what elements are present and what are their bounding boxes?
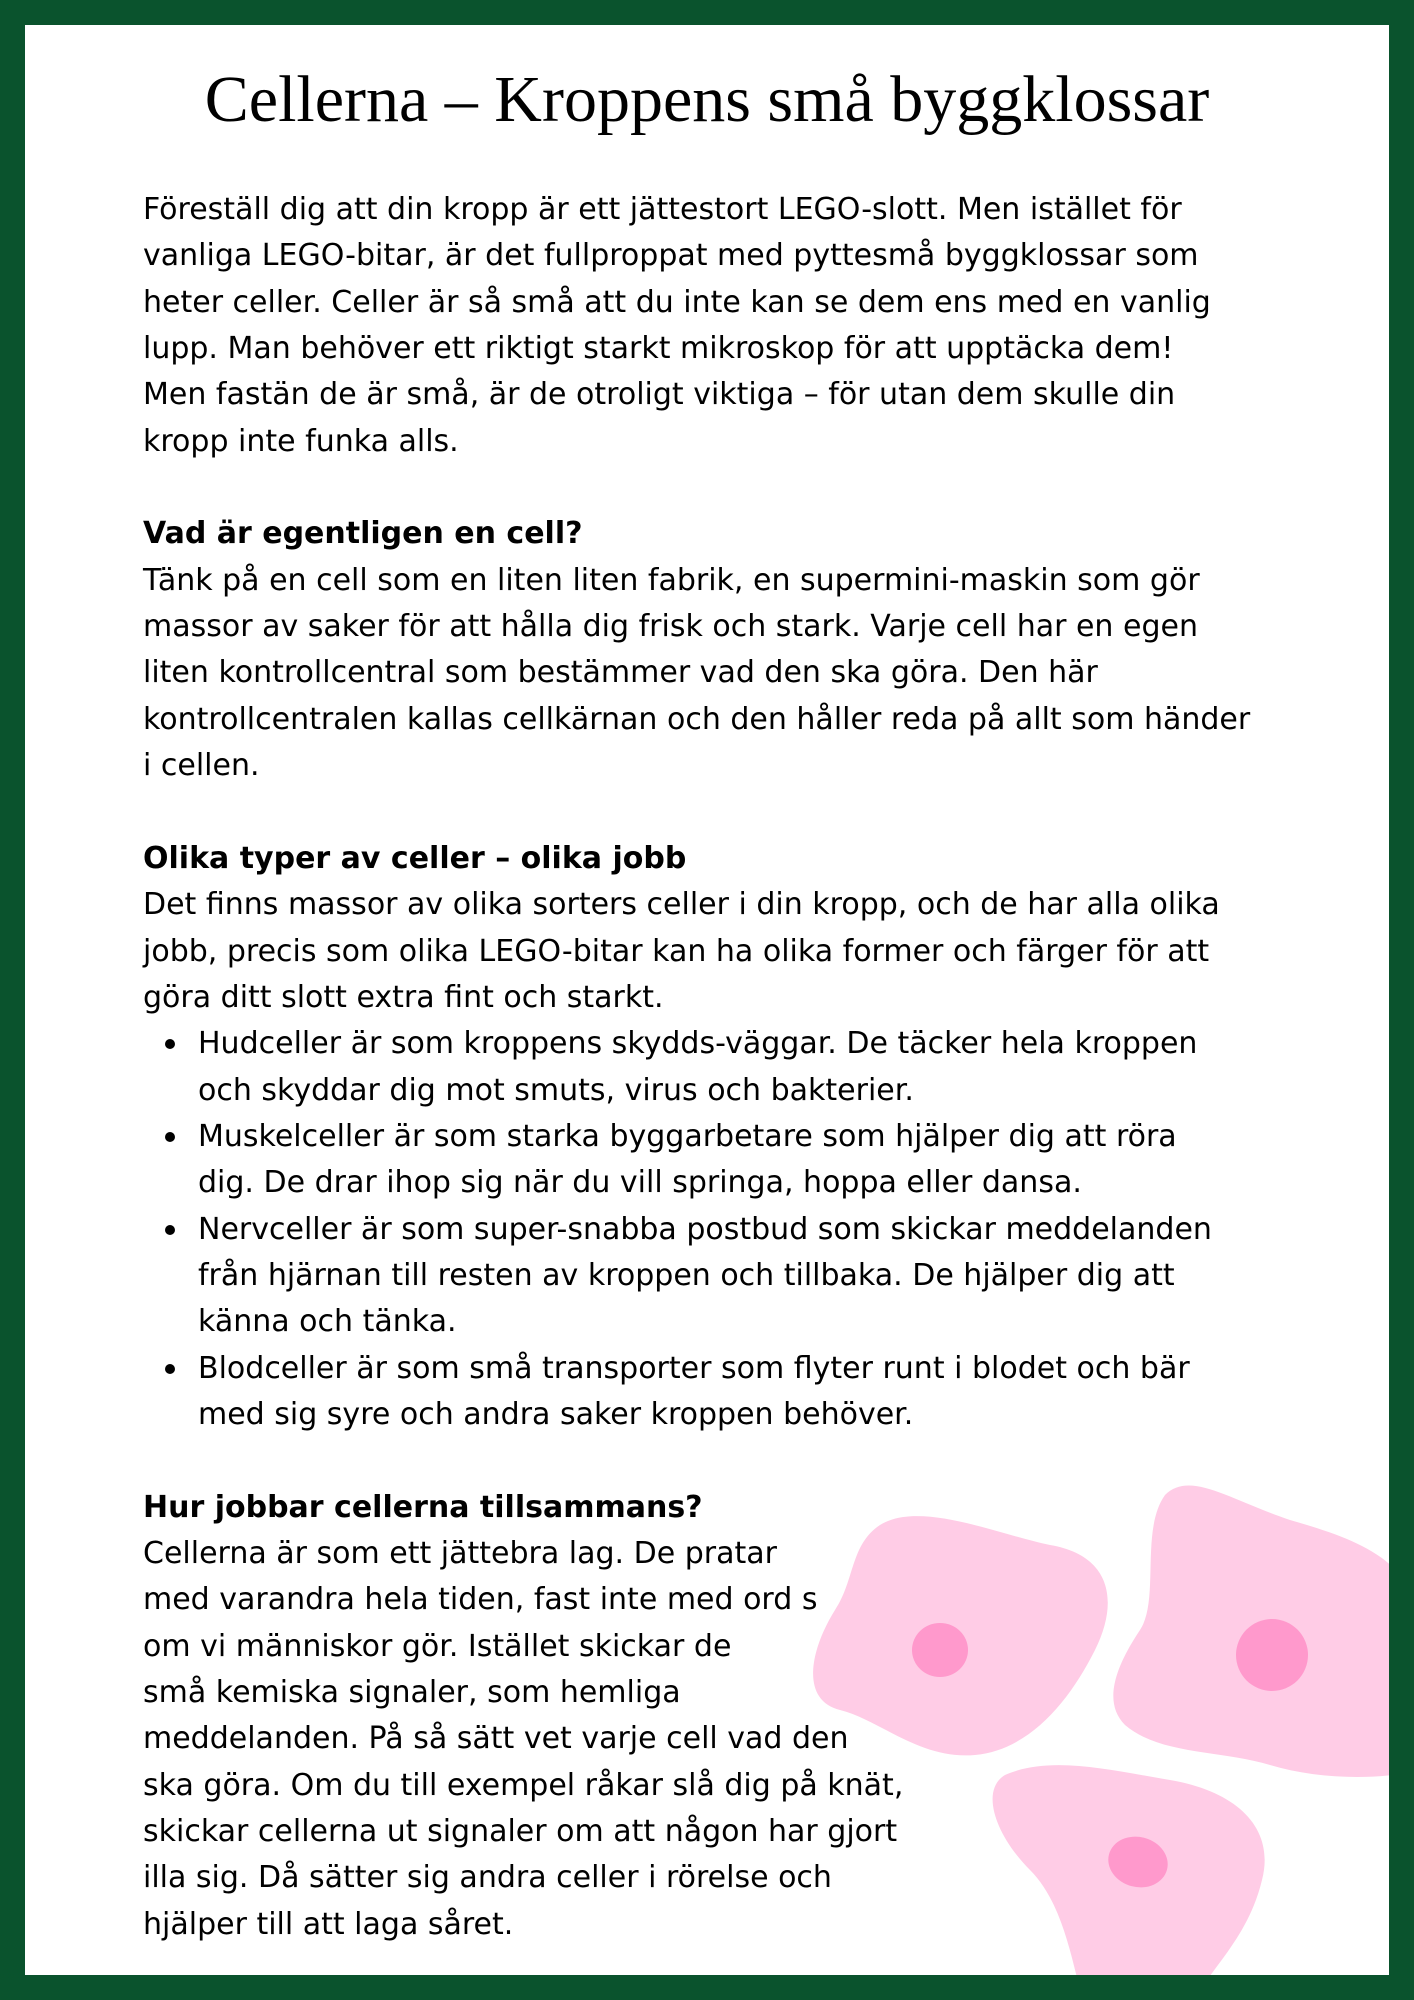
document-body	[143, 187, 1343, 1948]
text-line: lupp. Man behöver ett riktigt starkt mikroskop för att upptäcka dem!	[143, 331, 1174, 367]
bullet-icon	[165, 1364, 175, 1374]
section-heading: Vad är egentligen en cell?	[143, 516, 583, 552]
text-line: Cellerna är som ett jättebra lag. De pratar	[143, 1535, 777, 1571]
text-line: små kemiska signaler, som hemliga	[143, 1675, 681, 1710]
text-line: Blodceller är som små transporter som flyter runt i blodet och bär	[198, 1350, 1190, 1386]
text-line: om vi människor gör. Istället skickar de	[143, 1628, 732, 1664]
section-what-is-a-cell	[143, 511, 1343, 789]
bullet-icon	[165, 1225, 175, 1235]
text-line: skickar cellerna ut signaler om att någon har gjort	[143, 1814, 898, 1850]
section-heading: Olika typer av celler – olika jobb	[143, 840, 687, 876]
bullet-list	[143, 1021, 1343, 1438]
text-line: Muskelceller är som starka byggarbetare som hjälper dig att röra	[198, 1118, 1177, 1154]
text-line: och skyddar dig mot smuts, virus och bakterier.	[198, 1072, 914, 1108]
list-item	[143, 1207, 1343, 1346]
text-line: Men fastän de är små, är de otroligt viktiga – för utan dem skulle din	[143, 377, 1176, 413]
text-line: med sig syre och andra saker kroppen behöver.	[198, 1396, 914, 1432]
list-item	[143, 1114, 1343, 1207]
text-line: kropp inte funka alls.	[143, 423, 459, 459]
text-line: massor av saker för att hålla dig frisk och stark. Varje cell har en egen	[143, 609, 1198, 645]
text-line: Nervceller är som super-snabba postbud som skickar meddelanden	[198, 1211, 1212, 1247]
list-item	[143, 1346, 1343, 1439]
bullet-icon	[165, 1132, 175, 1142]
section-heading: Hur jobbar cellerna tillsammans?	[143, 1489, 703, 1525]
text-line: heter celler. Celler är så små att du inte kan se dem ens med en vanlig	[143, 284, 1211, 320]
text-line: dig. De drar ihop sig när du vill springa, hoppa eller dansa.	[198, 1165, 1082, 1201]
bullet-icon	[165, 1039, 175, 1049]
text-line: Hudceller är som kroppens skydds-väggar. De täcker hela kroppen	[198, 1026, 1198, 1062]
text-line: illa sig. Då sätter sig andra celler i rörelse och	[143, 1860, 832, 1896]
text-line: från hjärnan till resten av kroppen och tillbaka. De hjälper dig att	[198, 1257, 1175, 1293]
page-title: Cellerna – Kroppens små byggklossar	[204, 63, 1210, 136]
text-line: Tänk på en cell som en liten liten fabrik, en supermini-maskin som gör	[143, 562, 1200, 598]
text-line: ska göra. Om du till exempel råkar slå dig på knät,	[143, 1767, 904, 1803]
text-line: kontrollcentralen kallas cellkärnan och den håller reda på allt som händer	[143, 701, 1251, 737]
text-line: känna och tänka.	[198, 1304, 457, 1340]
document-sheet	[25, 25, 1389, 1975]
text-line: göra ditt slott extra fint och starkt.	[143, 979, 664, 1015]
text-line: i cellen.	[143, 748, 260, 784]
text-line: med varandra hela tiden, fast inte med ord s	[143, 1582, 818, 1618]
text-line: jobb, precis som olika LEGO-bitar kan ha olika former och färger för att	[143, 933, 1210, 969]
list-item	[143, 1021, 1343, 1114]
section-cells-together	[143, 1485, 1343, 1948]
text-line: liten kontrollcentral som bestämmer vad den ska göra. Den här	[143, 655, 1098, 691]
text-line: vanliga LEGO-bitar, är det fullproppat med pyttesmå byggklossar som	[143, 238, 1199, 274]
text-line: hjälper till att laga såret.	[143, 1906, 514, 1942]
text-line: Föreställ dig att din kropp är ett jättestort LEGO-slott. Men istället för	[143, 192, 1182, 227]
intro-paragraph	[143, 187, 1343, 465]
text-line: Det finns massor av olika sorters celler i din kropp, och de har alla olika	[143, 887, 1220, 923]
text-line: meddelanden. På så sätt vet varje cell vad den	[143, 1721, 849, 1757]
section-cell-types	[143, 836, 1343, 1438]
